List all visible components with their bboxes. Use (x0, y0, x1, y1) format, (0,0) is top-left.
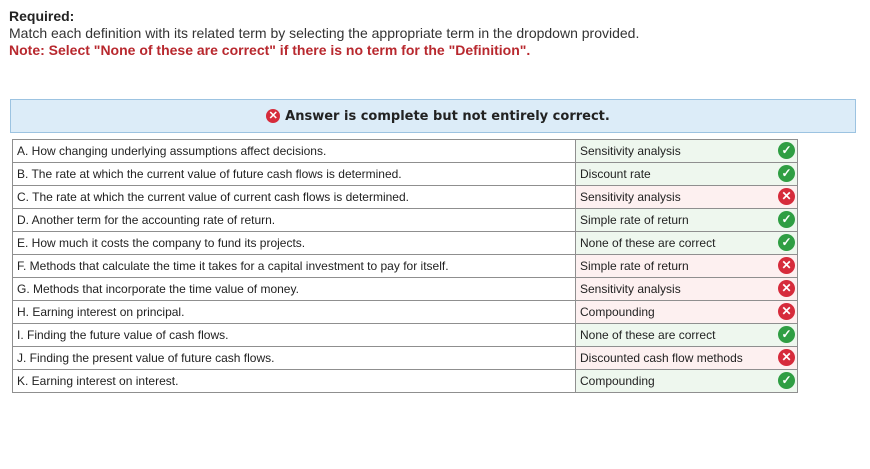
definition-cell: E. How much it costs the company to fund its projects. (13, 232, 576, 255)
definition-cell: F. Methods that calculate the time it takes for a capital investment to pay for itself. (13, 255, 576, 278)
check-circle-icon: ✓ (778, 165, 795, 182)
table-row (13, 186, 798, 209)
definition-cell: C. The rate at which the current value of current cash flows is determined. (13, 186, 576, 209)
definition-cell: H. Earning interest on principal. (13, 301, 576, 324)
instructions-text: Match each definition with its related term by selecting the appropriate term in the dropdown provided. (9, 25, 640, 41)
result-cell (778, 323, 795, 346)
result-cell (778, 369, 795, 392)
result-icons-column (778, 139, 795, 392)
result-cell (778, 346, 795, 369)
definition-cell: J. Finding the present value of future cash flows. (13, 347, 576, 370)
result-cell (778, 254, 795, 277)
table-row (13, 278, 798, 301)
answer-status-text: Answer is complete but not entirely correct. (285, 108, 610, 124)
check-circle-icon: ✓ (778, 234, 795, 251)
table-row (13, 209, 798, 232)
term-dropdown[interactable]: Discount rate (576, 163, 798, 186)
table-row (13, 301, 798, 324)
result-cell (778, 300, 795, 323)
definition-cell: K. Earning interest on interest. (13, 370, 576, 393)
result-cell (778, 185, 795, 208)
definition-cell: G. Methods that incorporate the time value of money. (13, 278, 576, 301)
check-circle-icon: ✓ (778, 142, 795, 159)
definition-cell: B. The rate at which the current value of future cash flows is determined. (13, 163, 576, 186)
term-dropdown[interactable]: None of these are correct (576, 232, 798, 255)
x-circle-icon: ✕ (778, 257, 795, 274)
matching-table (12, 139, 798, 393)
term-dropdown[interactable]: Compounding (576, 370, 798, 393)
result-cell (778, 208, 795, 231)
term-dropdown[interactable]: Discounted cash flow methods (576, 347, 798, 370)
table-row (13, 347, 798, 370)
definition-cell: D. Another term for the accounting rate of return. (13, 209, 576, 232)
x-circle-icon: ✕ (266, 109, 280, 123)
result-cell (778, 139, 795, 162)
result-cell (778, 162, 795, 185)
x-circle-icon: ✕ (778, 349, 795, 366)
table-row (13, 140, 798, 163)
x-circle-icon: ✕ (778, 303, 795, 320)
table-row (13, 163, 798, 186)
result-cell (778, 277, 795, 300)
required-heading: Required: (9, 8, 75, 24)
x-circle-icon: ✕ (778, 280, 795, 297)
result-cell (778, 231, 795, 254)
instructions (9, 8, 639, 59)
check-circle-icon: ✓ (778, 211, 795, 228)
term-dropdown[interactable]: Sensitivity analysis (576, 278, 798, 301)
check-circle-icon: ✓ (778, 372, 795, 389)
term-dropdown[interactable]: None of these are correct (576, 324, 798, 347)
check-circle-icon: ✓ (778, 326, 795, 343)
term-dropdown[interactable]: Sensitivity analysis (576, 140, 798, 163)
definition-cell: A. How changing underlying assumptions affect decisions. (13, 140, 576, 163)
answer-status-banner (10, 99, 856, 133)
table-row (13, 232, 798, 255)
term-dropdown[interactable]: Sensitivity analysis (576, 186, 798, 209)
term-dropdown[interactable]: Simple rate of return (576, 209, 798, 232)
term-dropdown[interactable]: Compounding (576, 301, 798, 324)
definition-cell: I. Finding the future value of cash flows. (13, 324, 576, 347)
x-circle-icon: ✕ (778, 188, 795, 205)
instructions-note: Note: Select "None of these are correct" if there is no term for the "Definition". (9, 42, 531, 58)
table-row (13, 324, 798, 347)
table-row (13, 370, 798, 393)
table-row (13, 255, 798, 278)
term-dropdown[interactable]: Simple rate of return (576, 255, 798, 278)
